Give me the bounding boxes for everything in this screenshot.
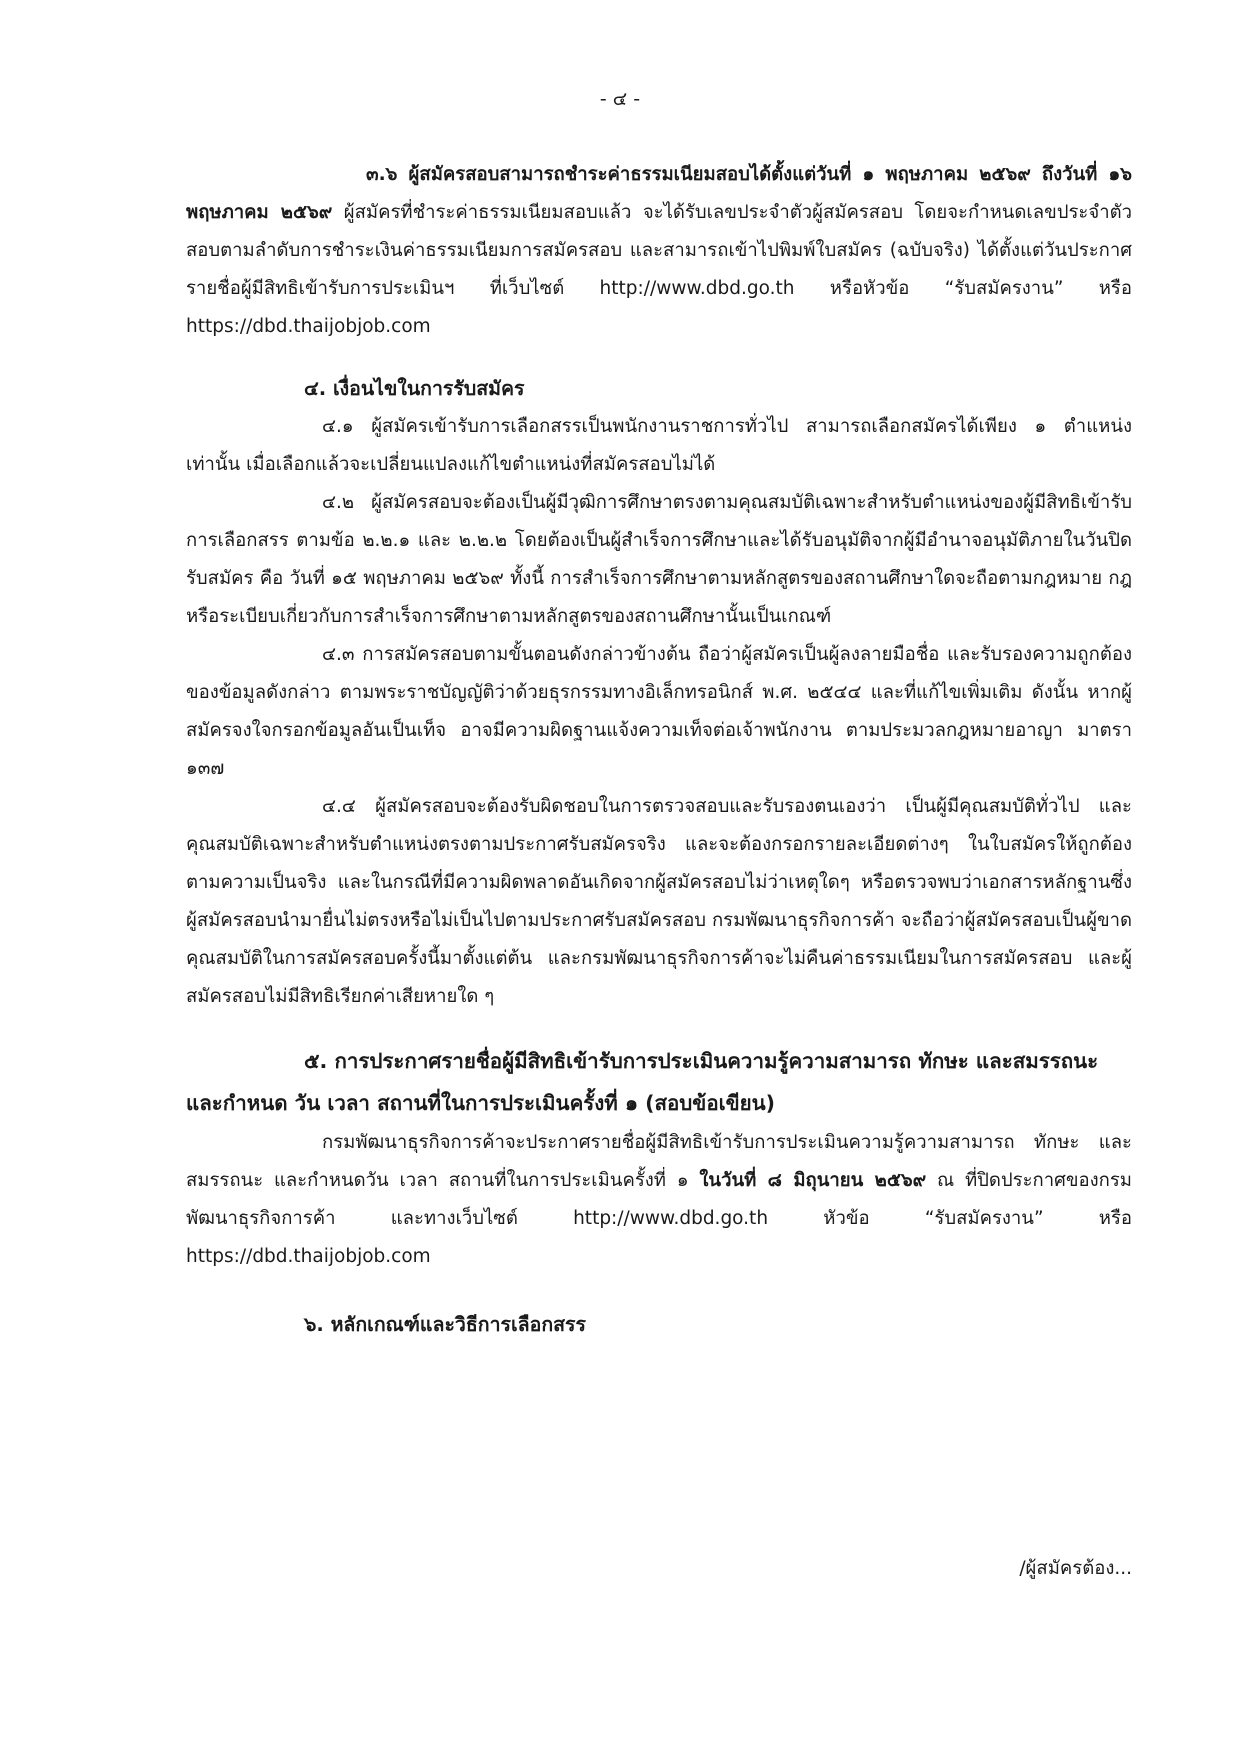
section-5-heading: ๕. การประกาศรายชื่อผู้มีสิทธิเข้ารับการประเมินความรู้ความสามารถ ทักษะ และสมรรถนะ และกำหนด วัน เวลา สถานที่ในการประเมินครั้งที่ ๑ (สอบข้อเขียน)	[186, 1049, 1099, 1115]
section-4-heading: ๔. เงื่อนไขในการรับสมัคร	[304, 377, 525, 400]
paragraph-3-6	[186, 156, 1132, 346]
paragraph-5-text-post: ณ ที่ปิดประกาศของกรมพัฒนาธุรกิจการค้า และทางเว็บไซต์ http://www.dbd.go.th หัวข้อ “รับสมัครงาน” หรือ https://dbd.thaijobjob.com	[186, 1170, 1132, 1267]
paragraph-3-6-text: ผู้สมัครที่ชำระค่าธรรมเนียมสอบแล้ว จะได้รับเลขประจำตัวผู้สมัครสอบ โดยจะกำหนดเลขประจำตัวสอบตามลำดับการชำระเงินค่าธรรมเนียมการสมัครสอบ และสามารถเข้าไปพิมพ์ใบสมัคร (ฉบับจริง) ได้ตั้งแต่วันประกาศรายชื่อผู้มีสิทธิเข้ารับการประเมินฯ ที่เว็บไซต์ http://www.dbd.go.th หรือหัวข้อ “รับสมัครงาน” หรือ https://dbd.thaijobjob.com	[186, 202, 1132, 337]
paragraph-4-4: ๔.๔ ผู้สมัครสอบจะต้องรับผิดชอบในการตรวจสอบและรับรองตนเองว่า เป็นผู้มีคุณสมบัติทั่วไป และคุณสมบัติเฉพาะสำหรับตำแหน่งตรงตามประกาศรับสมัครจริง และจะต้องกรอกรายละเอียดต่างๆ ในใบสมัครให้ถูกต้องตามความเป็นจริง และในกรณีที่มีความผิดพลาดอันเกิดจากผู้สมัครสอบไม่ว่าเหตุใดๆ หรือตรวจพบว่าเอกสารหลักฐานซึ่งผู้สมัครสอบนำมายื่นไม่ตรงหรือไม่เป็นไปตามประกาศรับสมัครสอบ กรมพัฒนาธุรกิจการค้า จะถือว่าผู้สมัครสอบเป็นผู้ขาดคุณสมบัติในการสมัครสอบครั้งนี้มาตั้งแต่ต้น และกรมพัฒนาธุรกิจการค้าจะไม่คืนค่าธรรมเนียมในการสมัครสอบ และผู้สมัครสอบไม่มีสิทธิเรียกค่าเสียหายใด ๆ	[186, 796, 1132, 1007]
page-number: - ๔ -	[599, 88, 641, 110]
paragraph-4-2: ๔.๒ ผู้สมัครสอบจะต้องเป็นผู้มีวุฒิการศึกษาตรงตามคุณสมบัติเฉพาะสำหรับตำแหน่งของผู้มีสิทธิเข้ารับการเลือกสรร ตามข้อ ๒.๒.๑ และ ๒.๒.๒ โดยต้องเป็นผู้สำเร็จการศึกษาและได้รับอนุมัติจากผู้มีอำนาจอนุมัติภายในวันปิดรับสมัคร คือ วันที่ ๑๕ พฤษภาคม ๒๕๖๙ ทั้งนี้ การสำเร็จการศึกษาตามหลักสูตรของสถานศึกษาใดจะถือตามกฎหมาย กฎหรือระเบียบเกี่ยวกับการสำเร็จการศึกษาตามหลักสูตรของสถานศึกษานั้นเป็นเกณฑ์	[186, 492, 1132, 627]
section-6-heading: ๖. หลักเกณฑ์และวิธีการเลือกสรร	[304, 1313, 586, 1336]
paragraph-5	[186, 1124, 1132, 1276]
continuation-note: /ผู้สมัครต้อง...	[1019, 1558, 1132, 1579]
paragraph-5-text-pre: กรมพัฒนาธุรกิจการค้าจะประกาศรายชื่อผู้มีสิทธิเข้ารับการประเมินความรู้ความสามารถ ทักษะ และสมรรถนะ และกำหนดวัน เวลา สถานที่ในการประเมินครั้งที่ ๑	[186, 1132, 1132, 1191]
paragraph-3-6-lead: ๓.๖ ผู้สมัครสอบสามารถชำระค่าธรรมเนียมสอบได้ตั้งแต่วันที่ ๑ พฤษภาคม ๒๕๖๙ ถึงวันที่ ๑๖ พฤษภาคม ๒๕๖๙	[186, 164, 1132, 223]
document-body	[186, 156, 1132, 1344]
paragraph-4-3: ๔.๓ การสมัครสอบตามขั้นตอนดังกล่าวข้างต้น ถือว่าผู้สมัครเป็นผู้ลงลายมือชื่อ และรับรองความถูกต้องของข้อมูลดังกล่าว ตามพระราชบัญญัติว่าด้วยธุรกรรมทางอิเล็กทรอนิกส์ พ.ศ. ๒๕๔๔ และที่แก้ไขเพิ่มเติม ดังนั้น หากผู้สมัครจงใจกรอกข้อมูลอันเป็นเท็จ อาจมีความผิดฐานแจ้งความเท็จต่อเจ้าพนักงาน ตามประมวลกฎหมายอาญา มาตรา ๑๓๗	[186, 644, 1132, 779]
paragraph-5-date: ในวันที่ ๘ มิถุนายน ๒๕๖๙	[699, 1170, 927, 1191]
paragraph-4-1: ๔.๑ ผู้สมัครเข้ารับการเลือกสรรเป็นพนักงานราชการทั่วไป สามารถเลือกสมัครได้เพียง ๑ ตำแหน่ง เท่านั้น เมื่อเลือกแล้วจะเปลี่ยนแปลงแก้ไขตำแหน่งที่สมัครสอบไม่ได้	[186, 416, 1132, 475]
